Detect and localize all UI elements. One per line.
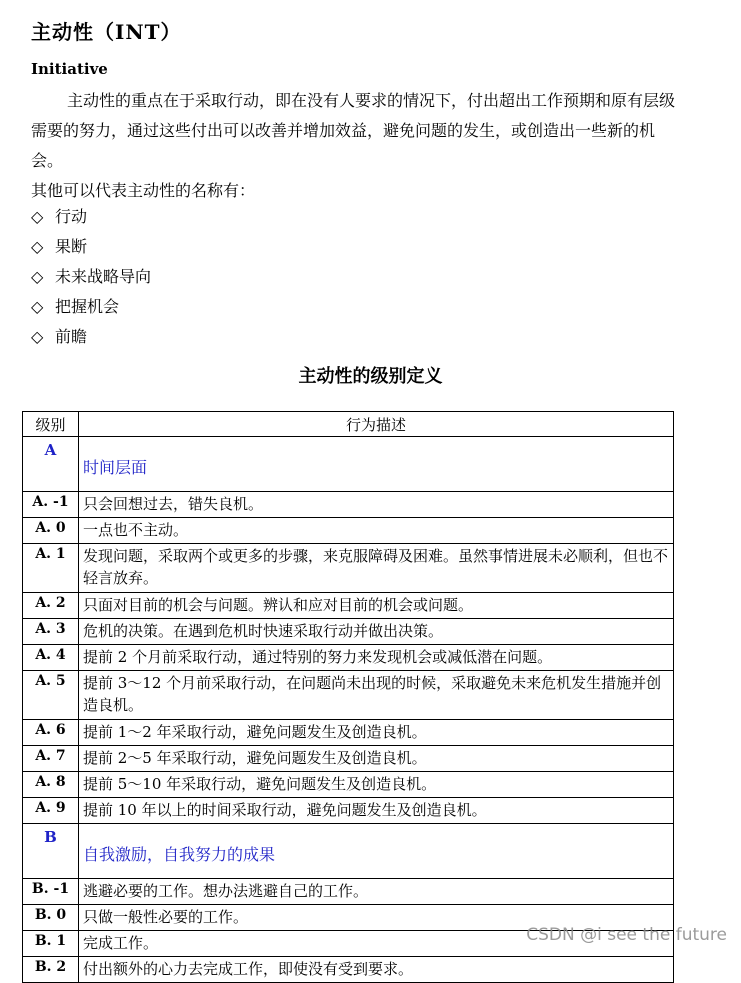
table-row <box>23 544 674 593</box>
diamond-icon: ◇ <box>31 237 44 256</box>
description-cell: 一点也不主动。 <box>79 518 674 544</box>
level-definition-table <box>22 411 674 983</box>
level-cell: A <box>23 437 79 492</box>
table-row <box>23 518 674 544</box>
table-row <box>23 492 674 518</box>
table-row <box>23 593 674 619</box>
intro-paragraph <box>31 86 681 206</box>
intro-definition: 主动性的重点在于采取行动，即在没有人要求的情况下，付出超出工作预期和原有层级需要的努力，通过这些付出可以改善并增加效益，避免问题的发生，或创造出一些新的机会。 <box>31 91 676 170</box>
level-cell: A. 2 <box>23 593 79 619</box>
description-cell: 提前 3～12 个月前采取行动，在问题尚未出现的时候，采取避免未来危机发生措施并创造良机。 <box>79 671 674 720</box>
table-row <box>23 645 674 671</box>
description-cell: 时间层面 <box>79 437 674 492</box>
level-cell: A. 7 <box>23 746 79 772</box>
english-subtitle: Initiative <box>31 60 108 78</box>
page-title: 主动性（INT） <box>31 20 182 44</box>
header-level: 级别 <box>23 412 79 437</box>
level-cell: A. 5 <box>23 671 79 720</box>
description-cell: 提前 5～10 年采取行动，避免问题发生及创造良机。 <box>79 772 674 798</box>
description-cell: 提前 1～2 年采取行动，避免问题发生及创造良机。 <box>79 720 674 746</box>
level-cell: B <box>23 824 79 879</box>
level-cell: A. 4 <box>23 645 79 671</box>
description-cell: 危机的决策。在遇到危机时快速采取行动并做出决策。 <box>79 619 674 645</box>
list-item <box>31 232 151 262</box>
alt-names-list <box>31 202 151 352</box>
table-row <box>23 720 674 746</box>
header-description: 行为描述 <box>79 412 674 437</box>
table-row <box>23 957 674 983</box>
table-row <box>23 824 674 879</box>
table-row <box>23 619 674 645</box>
level-cell: B. -1 <box>23 879 79 905</box>
table-row <box>23 437 674 492</box>
diamond-icon: ◇ <box>31 207 44 226</box>
diamond-icon: ◇ <box>31 327 44 346</box>
list-item <box>31 262 151 292</box>
table-title: 主动性的级别定义 <box>298 366 443 387</box>
description-cell: 发现问题，采取两个或更多的步骤，来克服障碍及困难。虽然事情进展未必顺利，但也不轻言放弃。 <box>79 544 674 593</box>
table-header-row <box>23 412 674 437</box>
description-cell: 提前 2～5 年采取行动，避免问题发生及创造良机。 <box>79 746 674 772</box>
list-item-label: 未来战略导向 <box>55 267 152 286</box>
level-cell: B. 1 <box>23 931 79 957</box>
description-cell: 付出额外的心力去完成工作，即使没有受到要求。 <box>79 957 674 983</box>
list-item-label: 把握机会 <box>55 297 120 316</box>
level-cell: A. -1 <box>23 492 79 518</box>
level-cell: A. 0 <box>23 518 79 544</box>
description-cell: 自我激励，自我努力的成果 <box>79 824 674 879</box>
level-cell: A. 9 <box>23 798 79 824</box>
table-row <box>23 772 674 798</box>
list-item <box>31 292 151 322</box>
list-item-label: 前瞻 <box>55 327 88 346</box>
watermark: CSDN @i see the future <box>526 925 727 945</box>
description-cell: 只面对目前的机会与问题。辨认和应对目前的机会或问题。 <box>79 593 674 619</box>
level-cell: A. 6 <box>23 720 79 746</box>
list-item-label: 行动 <box>55 207 88 226</box>
level-cell: B. 0 <box>23 905 79 931</box>
table-row <box>23 879 674 905</box>
level-cell: B. 2 <box>23 957 79 983</box>
description-cell: 提前 2 个月前采取行动，通过特别的努力来发现机会或减低潜在问题。 <box>79 645 674 671</box>
list-item <box>31 202 151 232</box>
intro-alt-names-lead: 其他可以代表主动性的名称有： <box>31 181 256 200</box>
level-cell: A. 3 <box>23 619 79 645</box>
table-row <box>23 746 674 772</box>
description-cell: 只做一般性必要的工作。 <box>79 905 674 931</box>
description-cell: 提前 10 年以上的时间采取行动，避免问题发生及创造良机。 <box>79 798 674 824</box>
description-cell: 只会回想过去，错失良机。 <box>79 492 674 518</box>
list-item-label: 果断 <box>55 237 88 256</box>
list-item <box>31 322 151 352</box>
description-cell: 完成工作。 <box>79 931 674 957</box>
table-row <box>23 671 674 720</box>
level-cell: A. 1 <box>23 544 79 593</box>
description-cell: 逃避必要的工作。想办法逃避自己的工作。 <box>79 879 674 905</box>
table-row <box>23 798 674 824</box>
level-cell: A. 8 <box>23 772 79 798</box>
diamond-icon: ◇ <box>31 297 44 316</box>
diamond-icon: ◇ <box>31 267 44 286</box>
